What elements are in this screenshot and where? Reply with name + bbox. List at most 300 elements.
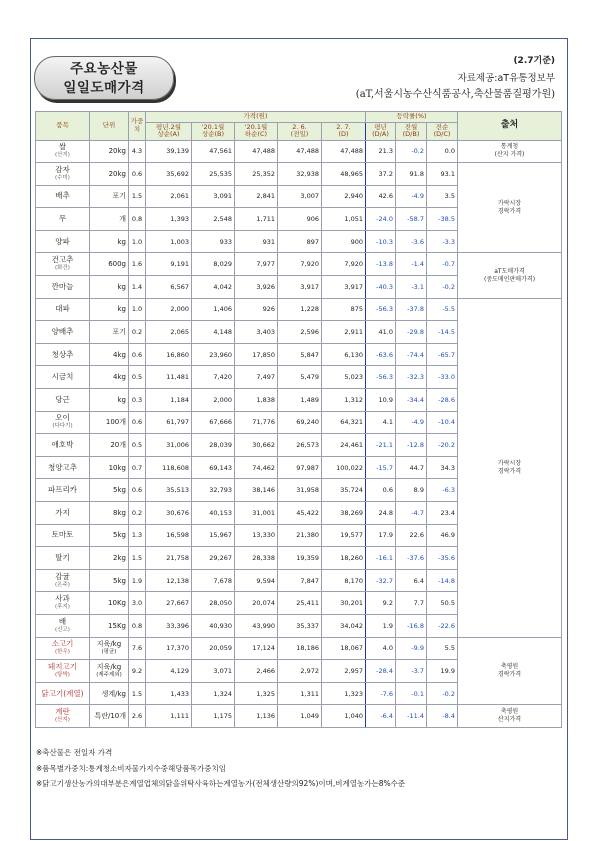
unit-cell (90, 389, 129, 412)
change-cell: -13.8 (366, 253, 396, 276)
price-cell: 1,311 (278, 682, 322, 705)
unit-label: kg (117, 282, 126, 291)
change-cell: -5.5 (427, 298, 458, 321)
price-cell: 26,573 (278, 434, 322, 457)
change-cell: -14.5 (427, 321, 458, 344)
unit-label: 600g (108, 260, 126, 269)
price-cell: 3,007 (278, 185, 322, 208)
item-name-cell (36, 389, 90, 412)
price-cell: 30,676 (146, 502, 192, 525)
change-cell: -3.3 (427, 230, 458, 253)
weight-cell: 0.7 (129, 456, 146, 479)
price-cell: 33,396 (146, 614, 192, 637)
price-cell: 2,000 (192, 389, 235, 412)
source-name: 축평원 (500, 662, 519, 670)
price-cell: 1,489 (278, 389, 322, 412)
price-cell: 31,006 (146, 434, 192, 457)
price-cell: 2,841 (235, 185, 278, 208)
unit-label: 8kg (113, 508, 126, 517)
weight-cell: 3.0 (129, 592, 146, 615)
change-cell: -32.3 (396, 366, 427, 389)
change-cell: -22.6 (427, 614, 458, 637)
item-name: 파프리카 (48, 485, 77, 495)
unit-label: 5kg (113, 486, 126, 495)
source-cell (458, 140, 562, 163)
item-name: 딸기 (55, 552, 70, 562)
source-type: 경락가격 (497, 670, 522, 678)
price-cell: 1,040 (322, 705, 366, 728)
price-cell: 5,479 (278, 366, 322, 389)
price-cell: 18,186 (278, 637, 322, 660)
header-label-line-1: '20.1월 (201, 122, 225, 131)
change-cell: -20.2 (427, 434, 458, 457)
change-cell: -3.7 (396, 660, 427, 683)
unit-label: kg (117, 395, 126, 404)
source-type: 산지가격 (497, 716, 522, 724)
item-name: 닭고기(계열) (41, 688, 84, 698)
price-cell: 29,267 (192, 547, 235, 570)
price-cell: 7,678 (192, 569, 235, 592)
unit-cell (90, 547, 129, 570)
price-cell: 18,067 (322, 637, 366, 660)
price-cell: 39,139 (146, 140, 192, 163)
change-cell: 5.5 (427, 637, 458, 660)
weight-cell: 0.8 (129, 208, 146, 231)
item-name: 사과 (55, 594, 70, 604)
unit-cell (90, 660, 129, 683)
price-cell: 2,972 (278, 660, 322, 683)
price-cell: 1,184 (146, 389, 192, 412)
source-cell (458, 253, 562, 298)
footnote: ※품목별가중치:통계청소비자물가지수중해당품목가중치임 (36, 763, 226, 773)
change-cell: -12.8 (396, 434, 427, 457)
item-name: 깐마늘 (51, 281, 74, 291)
price-cell: 32,938 (278, 163, 322, 186)
item-name-cell (36, 230, 90, 253)
unit-label: 4kg (113, 373, 126, 382)
price-cell: 13,330 (235, 524, 278, 547)
item-name-cell (36, 524, 90, 547)
weight-cell: 1.6 (129, 253, 146, 276)
price-cell: 35,724 (322, 479, 366, 502)
item-name: 배 (58, 616, 67, 626)
unit-cell (90, 163, 129, 186)
source-name: 가락시장 (497, 459, 522, 467)
header-price-col (235, 122, 278, 140)
change-cell: -0.7 (427, 253, 458, 276)
price-cell: 1,393 (146, 208, 192, 231)
price-cell: 28,039 (192, 434, 235, 457)
header-label-line-2: (D) (338, 130, 349, 138)
change-cell: -10.3 (366, 230, 396, 253)
price-cell: 100,022 (322, 456, 366, 479)
item-name: 대파 (55, 304, 70, 314)
price-cell: 17,124 (235, 637, 278, 660)
item-name: 당근 (55, 394, 70, 404)
price-cell: 1,051 (322, 208, 366, 231)
price-cell: 34,042 (322, 614, 366, 637)
price-cell: 7,847 (278, 569, 322, 592)
price-cell: 21,380 (278, 524, 322, 547)
price-cell: 7,977 (235, 253, 278, 276)
price-cell: 38,146 (235, 479, 278, 502)
change-cell: -32.7 (366, 569, 396, 592)
unit-cell (90, 230, 129, 253)
change-cell: -7.6 (366, 682, 396, 705)
header-label-line-2: (전일) (290, 130, 309, 138)
item-name: 가지 (55, 507, 70, 517)
item-variety: (신고) (55, 626, 70, 633)
change-cell: 0.0 (427, 140, 458, 163)
unit-label: 100개 (105, 418, 126, 427)
unit-cell (90, 637, 129, 660)
weight-cell: 2.6 (129, 705, 146, 728)
item-name-cell (36, 298, 90, 321)
change-cell: 9.2 (366, 592, 396, 615)
price-cell: 9,594 (235, 569, 278, 592)
change-cell: -56.3 (366, 366, 396, 389)
price-cell: 931 (235, 230, 278, 253)
price-cell: 7,920 (278, 253, 322, 276)
title-line-2: 일일도매가격 (63, 80, 145, 96)
weight-cell: 0.6 (129, 479, 146, 502)
item-name-cell (36, 479, 90, 502)
weight-cell: 1.0 (129, 230, 146, 253)
change-cell: -16.1 (366, 547, 396, 570)
change-cell: -35.6 (427, 547, 458, 570)
unit-cell (90, 343, 129, 366)
item-name-cell (36, 276, 90, 299)
change-cell: -9.9 (396, 637, 427, 660)
item-name: 청양고추 (48, 462, 77, 472)
change-cell: -14.8 (427, 569, 458, 592)
header-label-line-2: (D/C) (433, 130, 451, 138)
unit-label: kg (117, 305, 126, 314)
change-cell: 10.9 (366, 389, 396, 412)
price-cell: 19,577 (322, 524, 366, 547)
price-cell: 2,466 (235, 660, 278, 683)
price-cell: 11,481 (146, 366, 192, 389)
unit-label: 생계/kg (101, 689, 126, 698)
unit-cell (90, 208, 129, 231)
source-type: (중도매인판매가격) (483, 275, 536, 283)
item-variety: (탕박) (55, 671, 70, 678)
price-cell: 4,148 (192, 321, 235, 344)
header-label-line-1: '20.1월 (244, 122, 268, 131)
item-variety: (산지) (55, 152, 70, 159)
header-price-group: 가격(원) (146, 112, 366, 123)
change-cell: -24.0 (366, 208, 396, 231)
price-cell: 25,411 (278, 592, 322, 615)
price-cell: 1,325 (235, 682, 278, 705)
unit-label: 5kg (113, 576, 126, 585)
price-cell: 1,175 (192, 705, 235, 728)
header-price-col (192, 122, 235, 140)
price-cell: 3,917 (322, 276, 366, 299)
source-cell (458, 163, 562, 253)
source-cell (458, 298, 562, 637)
item-name: 건고추 (51, 255, 74, 265)
price-cell: 20,059 (192, 637, 235, 660)
price-cell: 3,403 (235, 321, 278, 344)
item-variety: (후지) (55, 604, 70, 611)
weight-cell: 0.2 (129, 321, 146, 344)
price-cell: 933 (192, 230, 235, 253)
change-cell: -56.3 (366, 298, 396, 321)
header-label-line-2: 하순(C) (244, 130, 268, 138)
unit-cell (90, 682, 129, 705)
price-cell: 897 (278, 230, 322, 253)
unit-label: kg (117, 237, 126, 246)
change-cell: 22.6 (396, 524, 427, 547)
footnote: ※닭고기생산농가의대부분은계열업체의닭을위탁사육하는계열농가(전체생산량의92%)이며,비계열농가는8%수준 (36, 779, 406, 788)
price-cell: 31,958 (278, 479, 322, 502)
price-table (35, 111, 562, 728)
item-variety: (다다기) (52, 423, 73, 430)
source-organizations: (aT,서울시농수산식품공사,축산물품질평가원) (355, 89, 555, 100)
price-cell: 2,000 (146, 298, 192, 321)
table-row (36, 253, 562, 276)
price-cell: 23,960 (192, 343, 235, 366)
price-cell: 3,071 (192, 660, 235, 683)
unit-label: 4kg (113, 350, 126, 359)
header-unit: 단위 (90, 112, 129, 141)
unit-cell (90, 253, 129, 276)
change-cell: 46.9 (427, 524, 458, 547)
price-cell: 2,911 (322, 321, 366, 344)
weight-cell: 1.9 (129, 569, 146, 592)
price-cell: 64,321 (322, 411, 366, 434)
item-name-cell (36, 343, 90, 366)
header-change-group: 등락률(%) (366, 112, 458, 123)
change-cell: -11.4 (396, 705, 427, 728)
source-name: aT도매가격 (494, 267, 525, 275)
item-name: 감자 (55, 164, 70, 174)
price-cell: 1,312 (322, 389, 366, 412)
item-variety: (한우) (55, 649, 70, 656)
price-cell: 2,548 (192, 208, 235, 231)
change-cell: 93.1 (427, 163, 458, 186)
unit-label: 20kg (108, 169, 126, 178)
price-cell: 32,793 (192, 479, 235, 502)
data-source: 자료제공:aT유통정보부 (457, 73, 555, 84)
item-name-cell (36, 208, 90, 231)
unit-cell (90, 411, 129, 434)
unit-cell (90, 140, 129, 163)
item-name: 시금치 (51, 372, 74, 382)
change-cell: -74.4 (396, 343, 427, 366)
price-cell: 8,170 (322, 569, 366, 592)
price-cell: 30,662 (235, 434, 278, 457)
change-cell: -28.6 (427, 389, 458, 412)
header-change-col (396, 122, 427, 140)
unit-cell (90, 276, 129, 299)
header-label-line-2: 상순(A) (157, 130, 180, 138)
price-cell: 17,850 (235, 343, 278, 366)
change-cell: -8.4 (427, 705, 458, 728)
change-cell: -58.7 (396, 208, 427, 231)
change-cell: -40.3 (366, 276, 396, 299)
item-name-cell (36, 321, 90, 344)
source-name: 가락시장 (497, 199, 522, 207)
price-cell: 12,138 (146, 569, 192, 592)
change-cell: 0.6 (366, 479, 396, 502)
change-cell: -29.8 (396, 321, 427, 344)
item-name: 오이 (55, 413, 70, 423)
table-row (36, 637, 562, 660)
item-name-cell (36, 547, 90, 570)
price-cell: 45,422 (278, 502, 322, 525)
change-cell: -6.4 (366, 705, 396, 728)
price-cell: 5,847 (278, 343, 322, 366)
change-cell: -37.6 (396, 547, 427, 570)
price-cell: 4,042 (192, 276, 235, 299)
price-cell: 40,153 (192, 502, 235, 525)
header-label-line-2: 상순(B) (201, 130, 225, 138)
price-cell: 25,352 (235, 163, 278, 186)
price-cell: 20,074 (235, 592, 278, 615)
header-change-col (366, 122, 396, 140)
price-cell: 15,967 (192, 524, 235, 547)
price-cell: 2,940 (322, 185, 366, 208)
price-cell: 1,228 (278, 298, 322, 321)
item-name: 쌀 (58, 142, 67, 152)
source-name: 통계청 (500, 143, 519, 151)
price-cell: 7,920 (322, 253, 366, 276)
change-cell: 44.7 (396, 456, 427, 479)
item-name: 배추 (55, 191, 70, 201)
change-cell: -0.1 (396, 682, 427, 705)
price-cell: 1,003 (146, 230, 192, 253)
unit-cell (90, 592, 129, 615)
price-cell: 35,692 (146, 163, 192, 186)
table-row (36, 163, 562, 186)
unit-cell (90, 705, 129, 728)
date-basis: (2.7기준) (513, 56, 555, 66)
change-cell: -37.8 (396, 298, 427, 321)
weight-cell: 1.5 (129, 547, 146, 570)
price-cell: 69,143 (192, 456, 235, 479)
price-cell: 1,136 (235, 705, 278, 728)
header-price-col (278, 122, 322, 140)
header-label-line-1: 평년 (374, 122, 387, 131)
price-cell: 43,990 (235, 614, 278, 637)
footnotes (36, 745, 405, 792)
change-cell: -4.9 (396, 185, 427, 208)
header-change-col (427, 122, 458, 140)
item-name-cell (36, 502, 90, 525)
price-cell: 1,433 (146, 682, 192, 705)
item-name-cell (36, 411, 90, 434)
weight-cell: 0.8 (129, 614, 146, 637)
item-name-cell (36, 682, 90, 705)
item-name-cell (36, 569, 90, 592)
price-cell: 16,598 (146, 524, 192, 547)
price-cell: 1,838 (235, 389, 278, 412)
item-name: 애호박 (51, 440, 74, 450)
price-cell: 1,323 (322, 682, 366, 705)
change-cell: 17.9 (366, 524, 396, 547)
item-name: 감귤 (55, 571, 70, 581)
item-name-cell (36, 185, 90, 208)
item-name-cell (36, 614, 90, 637)
unit-sub: (평균) (101, 649, 117, 656)
price-cell: 47,561 (192, 140, 235, 163)
price-cell: 7,420 (192, 366, 235, 389)
price-cell: 2,061 (146, 185, 192, 208)
price-cell: 2,596 (278, 321, 322, 344)
price-cell: 71,776 (235, 411, 278, 434)
change-cell: -3.1 (396, 276, 427, 299)
price-cell: 118,608 (146, 456, 192, 479)
item-name-cell (36, 592, 90, 615)
item-name-cell (36, 366, 90, 389)
price-cell: 61,797 (146, 411, 192, 434)
unit-cell (90, 479, 129, 502)
unit-label: 포기 (112, 328, 126, 337)
change-cell: 6.4 (396, 569, 427, 592)
price-cell: 18,260 (322, 547, 366, 570)
change-cell: 21.3 (366, 140, 396, 163)
header-label-line-1: 평년.2월 (155, 122, 182, 131)
item-name-cell (36, 705, 90, 728)
change-cell: 23.4 (427, 502, 458, 525)
item-name-cell (36, 660, 90, 683)
weight-cell: 1.5 (129, 682, 146, 705)
item-name: 양파 (55, 236, 70, 246)
price-cell: 16,860 (146, 343, 192, 366)
header-weight: 가중치 (129, 112, 146, 141)
item-variety: (산지) (55, 717, 70, 724)
change-cell: 42.6 (366, 185, 396, 208)
unit-cell (90, 434, 129, 457)
price-cell: 35,513 (146, 479, 192, 502)
table-body (36, 140, 562, 727)
change-cell: 34.3 (427, 456, 458, 479)
source-name: 축평원 (500, 708, 519, 716)
change-cell: 91.8 (396, 163, 427, 186)
price-cell: 40,930 (192, 614, 235, 637)
unit-label: 포기 (112, 192, 126, 201)
price-cell: 926 (235, 298, 278, 321)
price-cell: 28,050 (192, 592, 235, 615)
table-row (36, 298, 562, 321)
header-label-line-2: (D/A) (372, 130, 389, 138)
change-cell: 8.9 (396, 479, 427, 502)
change-cell: -15.7 (366, 456, 396, 479)
footnote: ※축산물은 전일자 가격 (36, 748, 113, 757)
price-cell: 3,917 (278, 276, 322, 299)
unit-label: 5kg (113, 531, 126, 540)
change-cell: -33.0 (427, 366, 458, 389)
change-cell: -0.2 (396, 140, 427, 163)
price-cell: 1,111 (146, 705, 192, 728)
weight-cell: 1.4 (129, 276, 146, 299)
weight-cell: 0.3 (129, 389, 146, 412)
source-cell (458, 705, 562, 728)
unit-cell (90, 614, 129, 637)
weight-cell: 0.6 (129, 343, 146, 366)
unit-label: 10Kg (108, 599, 126, 608)
change-cell: -21.1 (366, 434, 396, 457)
price-cell: 1,406 (192, 298, 235, 321)
change-cell: -65.7 (427, 343, 458, 366)
change-cell: 1.9 (366, 614, 396, 637)
change-cell: -4.7 (396, 502, 427, 525)
change-cell: 7.7 (396, 592, 427, 615)
change-cell: -16.8 (396, 614, 427, 637)
price-cell: 27,667 (146, 592, 192, 615)
